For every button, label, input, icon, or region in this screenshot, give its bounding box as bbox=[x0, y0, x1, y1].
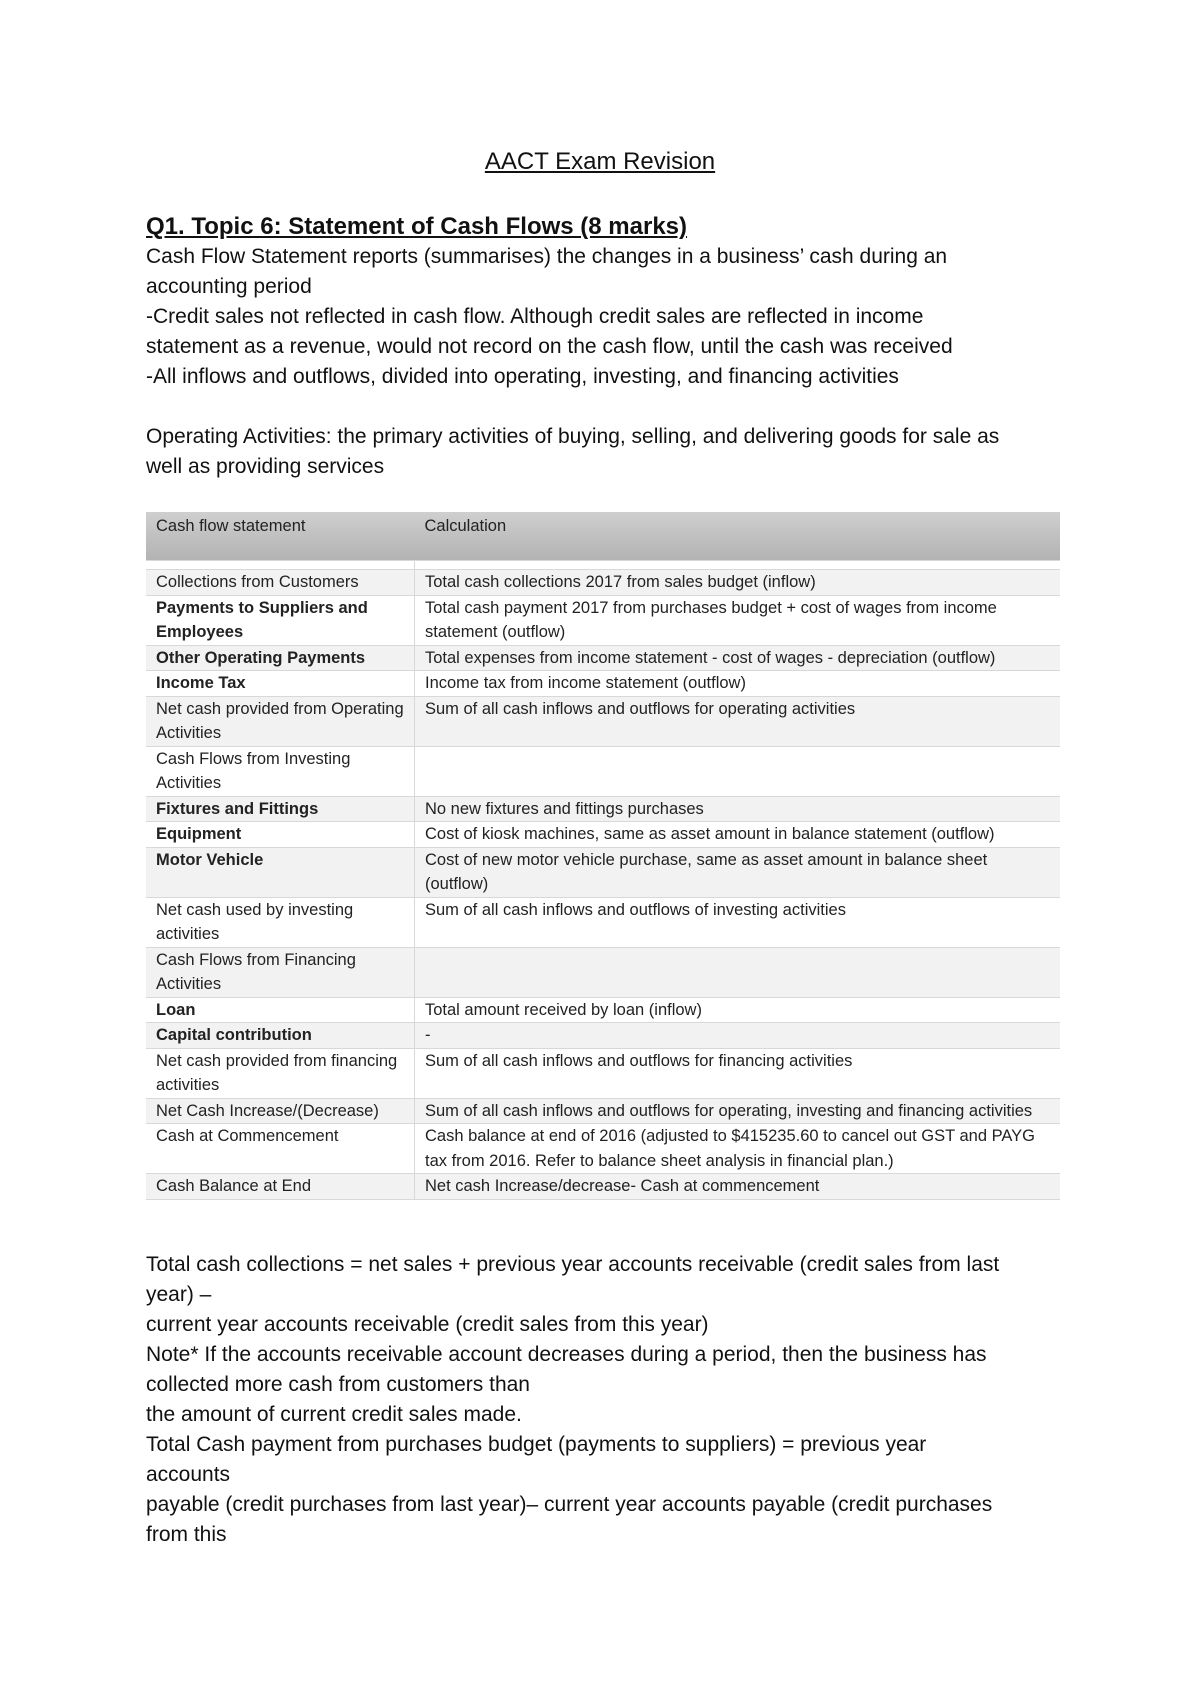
note-line: accounts bbox=[146, 1463, 231, 1486]
note-line: year) – bbox=[146, 1283, 212, 1306]
row-calculation-cell: Total cash payment 2017 from purchases budget + cost of wages from income statement (outflow) bbox=[415, 595, 1061, 645]
table-row bbox=[146, 1124, 1060, 1174]
table-row bbox=[146, 847, 1060, 897]
row-calculation-cell: Total expenses from income statement - cost of wages - depreciation (outflow) bbox=[415, 645, 1061, 671]
row-item-cell: Motor Vehicle bbox=[146, 847, 415, 897]
row-calculation-cell: Sum of all cash inflows and outflows for operating activities bbox=[415, 696, 1061, 746]
row-calculation-cell bbox=[415, 746, 1061, 796]
row-item-cell: Capital contribution bbox=[146, 1023, 415, 1049]
row-item-cell: Cash Balance at End bbox=[146, 1174, 415, 1200]
document-title: AACT Exam Revision bbox=[484, 148, 716, 175]
table-row bbox=[146, 897, 1060, 947]
row-item-cell: Net Cash Increase/(Decrease) bbox=[146, 1098, 415, 1124]
notes-section bbox=[146, 1250, 1076, 1550]
intro-section bbox=[146, 212, 1076, 482]
row-calculation-cell: Net cash Increase/decrease- Cash at commencement bbox=[415, 1174, 1061, 1200]
section-heading: Q1. Topic 6: Statement of Cash Flows (8 marks) bbox=[146, 213, 688, 240]
row-item-cell: Cash at Commencement bbox=[146, 1124, 415, 1174]
cash-flow-table bbox=[146, 512, 1060, 1200]
note-line: the amount of current credit sales made. bbox=[146, 1403, 522, 1426]
note-line: current year accounts receivable (credit sales from this year) bbox=[146, 1313, 709, 1336]
table-row bbox=[146, 595, 1060, 645]
row-item-cell: Payments to Suppliers and Employees bbox=[146, 595, 415, 645]
header-cash-flow-statement: Cash flow statement bbox=[146, 512, 415, 561]
table-row bbox=[146, 1174, 1060, 1200]
table-row bbox=[146, 671, 1060, 697]
row-calculation-cell: Total cash collections 2017 from sales budget (inflow) bbox=[415, 570, 1061, 596]
table-row bbox=[146, 696, 1060, 746]
row-calculation-cell: Cost of kiosk machines, same as asset amount in balance statement (outflow) bbox=[415, 822, 1061, 848]
row-calculation-cell: Sum of all cash inflows and outflows for operating, investing and financing activities bbox=[415, 1098, 1061, 1124]
table-row bbox=[146, 947, 1060, 997]
row-calculation-cell: Total amount received by loan (inflow) bbox=[415, 997, 1061, 1023]
intro-line: -All inflows and outflows, divided into operating, investing, and financing activities bbox=[146, 365, 899, 388]
table-body bbox=[146, 561, 1060, 1200]
row-item-cell: Loan bbox=[146, 997, 415, 1023]
table-header-row bbox=[146, 512, 1060, 561]
header-calculation: Calculation bbox=[415, 512, 1061, 561]
row-item-cell: Income Tax bbox=[146, 671, 415, 697]
table-row bbox=[146, 1023, 1060, 1049]
intro-line: Cash Flow Statement reports (summarises) the changes in a business’ cash during an bbox=[146, 245, 948, 268]
operating-line: well as providing services bbox=[146, 455, 385, 478]
note-line: from this bbox=[146, 1523, 227, 1546]
table-row bbox=[146, 570, 1060, 596]
table-row bbox=[146, 822, 1060, 848]
row-item-cell: Net cash provided from financing activities bbox=[146, 1048, 415, 1098]
note-line: Note* If the accounts receivable account decreases during a period, then the business has bbox=[146, 1343, 987, 1366]
note-line: Total Cash payment from purchases budget (payments to suppliers) = previous year bbox=[146, 1433, 927, 1456]
row-item-cell: Cash Flows from Investing Activities bbox=[146, 746, 415, 796]
row-calculation-cell: - bbox=[415, 1023, 1061, 1049]
table-row bbox=[146, 1098, 1060, 1124]
row-item-cell: Fixtures and Fittings bbox=[146, 796, 415, 822]
intro-line: accounting period bbox=[146, 275, 312, 298]
row-item-cell: Equipment bbox=[146, 822, 415, 848]
operating-line: Operating Activities: the primary activities of buying, selling, and delivering goods for sale as bbox=[146, 425, 1000, 448]
row-calculation-cell: Cash balance at end of 2016 (adjusted to $415235.60 to cancel out GST and PAYG tax from 2016. Refer to balance sheet analysis in financial plan.) bbox=[415, 1124, 1061, 1174]
intro-line: -Credit sales not reflected in cash flow. Although credit sales are reflected in income bbox=[146, 305, 924, 328]
row-calculation-cell: Sum of all cash inflows and outflows of investing activities bbox=[415, 897, 1061, 947]
row-calculation-cell: Sum of all cash inflows and outflows for financing activities bbox=[415, 1048, 1061, 1098]
row-calculation-cell: Cost of new motor vehicle purchase, same as asset amount in balance sheet (outflow) bbox=[415, 847, 1061, 897]
table-row bbox=[146, 1048, 1060, 1098]
table-row bbox=[146, 997, 1060, 1023]
note-line: payable (credit purchases from last year)– current year accounts payable (credit purchases bbox=[146, 1493, 993, 1516]
row-item-cell: Net cash used by investing activities bbox=[146, 897, 415, 947]
row-item-cell: Net cash provided from Operating Activities bbox=[146, 696, 415, 746]
intro-line: statement as a revenue, would not record on the cash flow, until the cash was received bbox=[146, 335, 953, 358]
table-row bbox=[146, 645, 1060, 671]
note-line: Total cash collections = net sales + previous year accounts receivable (credit sales from last bbox=[146, 1253, 1000, 1276]
table-row bbox=[146, 746, 1060, 796]
note-line: collected more cash from customers than bbox=[146, 1373, 530, 1396]
row-calculation-cell bbox=[415, 947, 1061, 997]
row-calculation-cell: Income tax from income statement (outflow) bbox=[415, 671, 1061, 697]
table-row bbox=[146, 796, 1060, 822]
row-item-cell: Collections from Customers bbox=[146, 570, 415, 596]
row-item-cell: Other Operating Payments bbox=[146, 645, 415, 671]
row-calculation-cell: No new fixtures and fittings purchases bbox=[415, 796, 1061, 822]
row-item-cell: Cash Flows from Financing Activities bbox=[146, 947, 415, 997]
table-spacer-row bbox=[146, 561, 1060, 570]
